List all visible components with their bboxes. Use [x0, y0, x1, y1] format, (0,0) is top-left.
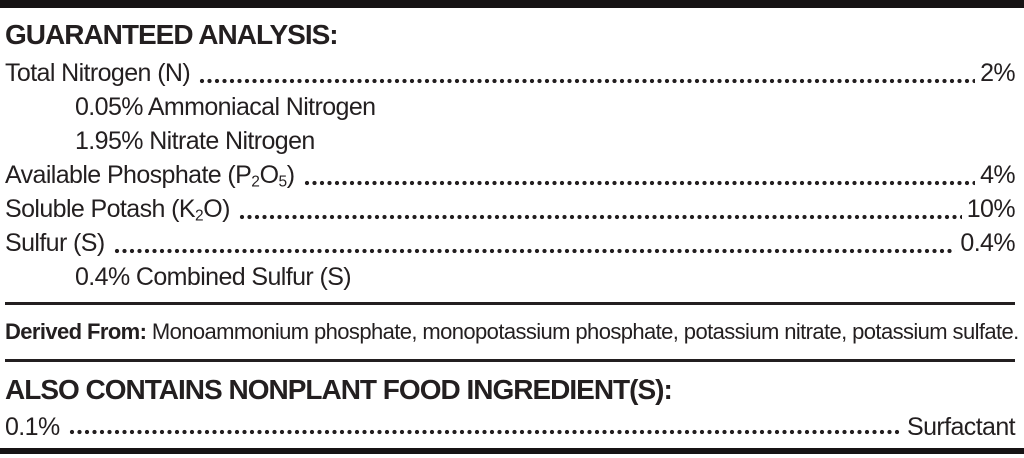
- analysis-subrow-nitrate-nitrogen: [5, 124, 1015, 158]
- analysis-value: 0.4%: [960, 228, 1015, 257]
- chem-formula-part: O): [203, 194, 230, 223]
- chem-subscript: 2: [251, 172, 260, 190]
- analysis-label: [5, 195, 230, 224]
- dot-leader: [239, 214, 962, 220]
- chem-formula-part: ): [286, 160, 295, 189]
- analysis-label: [5, 161, 295, 190]
- analysis-label: Total Nitrogen (N): [5, 58, 191, 87]
- derived-from-label: Derived From:: [5, 319, 147, 344]
- analysis-value: 4%: [980, 160, 1015, 189]
- analysis-value: 10%: [966, 194, 1015, 223]
- top-border-bar: [0, 0, 1024, 8]
- bottom-border-bar: [0, 448, 1024, 454]
- derived-from-line: [5, 317, 1019, 347]
- chem-formula-part: Available Phosphate (P: [5, 160, 252, 189]
- nonplant-ingredient-name: Surfactant: [907, 412, 1015, 441]
- analysis-subrow-combined-sulfur: [5, 260, 1015, 294]
- chem-subscript: 2: [194, 206, 204, 224]
- dot-leader: [114, 248, 956, 254]
- analysis-sublabel: 0.05% Ammoniacal Nitrogen: [75, 92, 376, 121]
- analysis-row-soluble-potash: [5, 192, 1015, 226]
- section-divider: [5, 359, 1015, 362]
- chem-formula-part: Soluble Potash (K: [5, 194, 195, 223]
- analysis-sublabel: 0.4% Combined Sulfur (S): [75, 262, 352, 291]
- nonplant-row-surfactant: [5, 413, 1015, 441]
- label-content: [0, 20, 1024, 441]
- nonplant-amount: 0.1%: [5, 412, 60, 441]
- chem-formula-part: O: [259, 160, 279, 189]
- analysis-subrow-ammoniacal-nitrogen: [5, 90, 1015, 124]
- analysis-row-sulfur: [5, 226, 1015, 260]
- dot-leader: [199, 78, 975, 84]
- section-divider: [5, 302, 1015, 305]
- derived-from-ingredients: Monoammonium phosphate, monopotassium phosphate, potassium nitrate, potassium sulfate.: [151, 319, 1019, 344]
- analysis-value: 2%: [980, 58, 1015, 87]
- analysis-label: Sulfur (S): [5, 228, 105, 257]
- dot-leader: [304, 180, 976, 186]
- guaranteed-analysis-heading: GUARANTEED ANALYSIS:: [5, 19, 338, 50]
- analysis-row-total-nitrogen: [5, 56, 1015, 90]
- chem-subscript: 5: [278, 172, 287, 190]
- analysis-rows: [5, 56, 1015, 294]
- nonplant-ingredients-heading: ALSO CONTAINS NONPLANT FOOD INGREDIENT(S):: [5, 374, 672, 405]
- analysis-sublabel: 1.95% Nitrate Nitrogen: [75, 126, 315, 155]
- analysis-row-available-phosphate: [5, 158, 1015, 192]
- dot-leader: [69, 429, 902, 435]
